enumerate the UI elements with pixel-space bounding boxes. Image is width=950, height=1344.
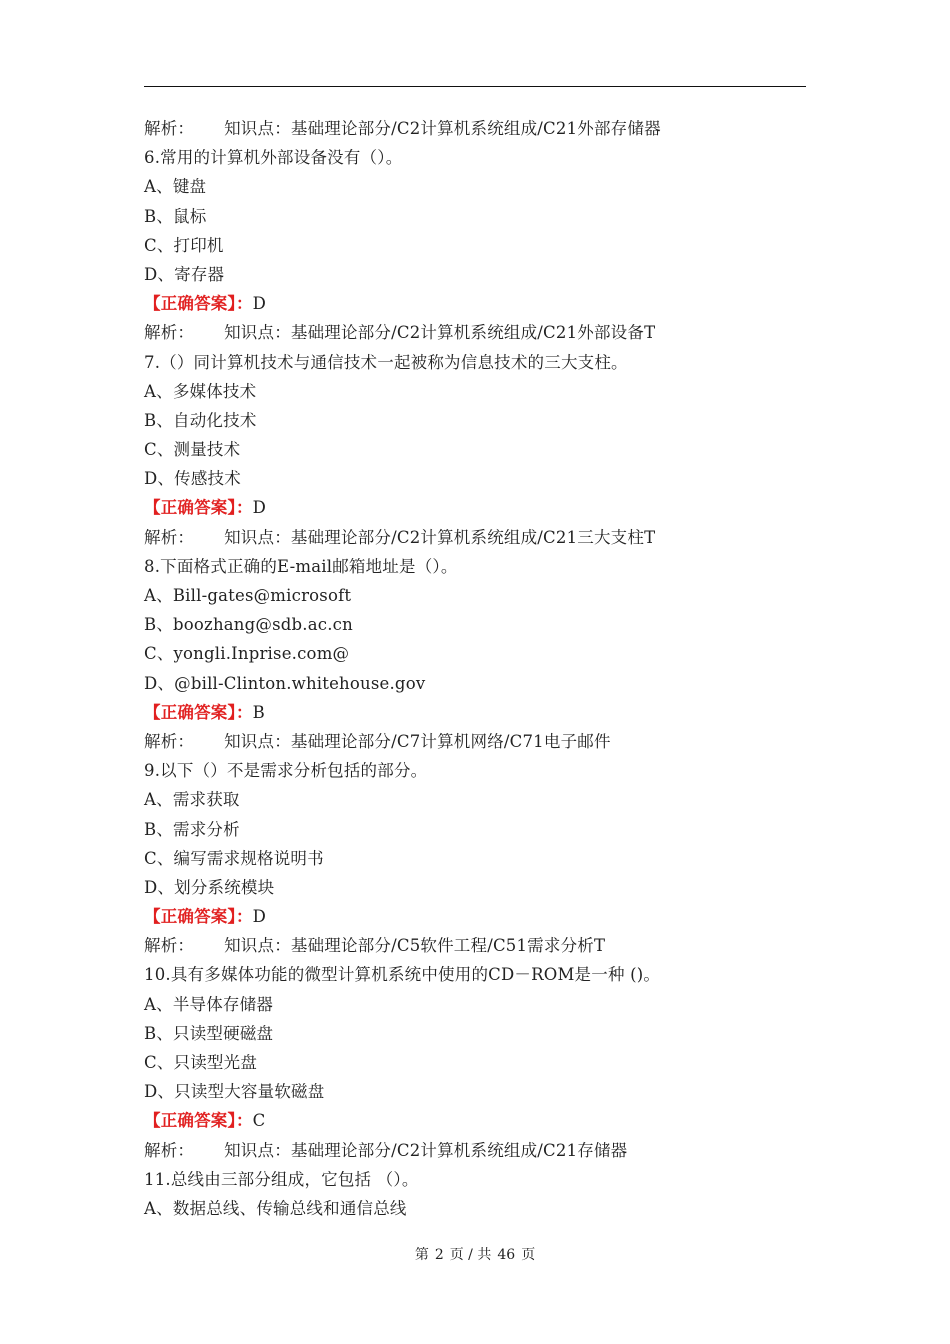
analysis-label: 解析：	[144, 527, 195, 547]
answer-label: 【正确答案】：	[144, 907, 253, 927]
option-c: C、测量技术	[144, 440, 241, 460]
question-stem: 6.常用的计算机外部设备没有（）。	[144, 148, 403, 168]
question-block	[144, 552, 814, 756]
analysis-line	[144, 727, 814, 756]
analysis-label: 解析：	[144, 936, 195, 956]
analysis-label: 解析：	[144, 1140, 195, 1160]
question-block	[144, 143, 814, 347]
analysis-text: 知识点：基础理论部分/C2计算机系统组成/C21存储器	[224, 1140, 628, 1160]
option-a: A、Bill-gates@microsoft	[144, 586, 352, 605]
option-b: B、需求分析	[144, 819, 240, 839]
option-c: C、yongli.Inprise.com@	[144, 644, 350, 664]
answer-line	[144, 698, 814, 727]
answer-label: 【正确答案】：	[144, 702, 253, 722]
answer-line	[144, 1106, 814, 1135]
answer-line	[144, 289, 814, 318]
question-stem: 7.（）同计算机技术与通信技术一起被称为信息技术的三大支柱。	[144, 352, 628, 372]
analysis-line	[144, 931, 814, 960]
option-b: B、自动化技术	[144, 410, 257, 430]
answer-value: B	[252, 702, 265, 722]
page-footer	[0, 1244, 950, 1264]
answer-line	[144, 493, 814, 522]
analysis-line	[144, 1136, 814, 1165]
option-d: D、传感技术	[144, 469, 241, 489]
analysis-line	[144, 523, 814, 552]
option-a: A、需求获取	[144, 790, 240, 810]
option-a: A、数据总线、传输总线和通信总线	[144, 1198, 407, 1218]
analysis-line	[144, 318, 814, 347]
analysis-label: 解析：	[144, 323, 195, 343]
footer-mid: 页 / 共	[449, 1247, 492, 1263]
analysis-text: 知识点：基础理论部分/C2计算机系统组成/C21外部设备T	[224, 323, 656, 343]
answer-value: D	[252, 498, 267, 518]
option-d: D、划分系统模块	[144, 877, 275, 897]
option-c: C、打印机	[144, 235, 224, 255]
question-stem: 9.以下（）不是需求分析包括的部分。	[144, 761, 428, 781]
analysis-text: 知识点：基础理论部分/C7计算机网络/C71电子邮件	[224, 731, 611, 751]
question-block	[144, 960, 814, 1164]
footer-prefix: 第	[414, 1247, 429, 1263]
option-d: D、寄存器	[144, 264, 225, 284]
footer-total-pages: 46	[497, 1247, 516, 1263]
footer-suffix: 页	[521, 1247, 536, 1263]
top-analysis-line	[144, 114, 814, 143]
question-stem: 10.具有多媒体功能的微型计算机系统中使用的CD－ROM是一种 ()。	[144, 965, 661, 985]
answer-line	[144, 902, 814, 931]
analysis-text: 知识点：基础理论部分/C2计算机系统组成/C21外部存储器	[224, 119, 661, 138]
analysis-text: 知识点：基础理论部分/C5软件工程/C51需求分析T	[224, 936, 606, 956]
header-rule	[144, 86, 806, 87]
option-c: C、编写需求规格说明书	[144, 848, 324, 868]
analysis-label: 解析：	[144, 731, 195, 751]
option-c: C、只读型光盘	[144, 1053, 258, 1072]
option-a: A、半导体存储器	[144, 994, 274, 1014]
answer-label: 【正确答案】：	[144, 1111, 253, 1131]
answer-value: D	[252, 294, 267, 314]
option-d: D、只读型大容量软磁盘	[144, 1082, 325, 1102]
option-a: A、多媒体技术	[144, 381, 257, 401]
footer-page-number: 2	[434, 1247, 444, 1263]
question-stem: 8.下面格式正确的E-mail邮箱地址是（）。	[144, 556, 458, 576]
question-block	[144, 348, 814, 552]
answer-value: C	[252, 1111, 266, 1131]
answer-label: 【正确答案】：	[144, 294, 253, 314]
option-a: A、键盘	[144, 177, 207, 197]
option-d: D、@bill-Clinton.whitehouse.gov	[144, 673, 426, 693]
answer-label: 【正确答案】：	[144, 498, 253, 518]
answer-value: D	[252, 907, 267, 927]
document-body	[144, 114, 814, 1223]
analysis-text: 知识点：基础理论部分/C2计算机系统组成/C21三大支柱T	[224, 527, 656, 547]
question-block	[144, 756, 814, 960]
option-b: B、boozhang@sdb.ac.cn	[144, 615, 353, 635]
question-stem: 11.总线由三部分组成，它包括 （）。	[144, 1169, 419, 1189]
analysis-label: 解析：	[144, 119, 195, 138]
option-b: B、只读型硬磁盘	[144, 1023, 274, 1043]
question-block	[144, 1165, 814, 1223]
option-b: B、鼠标	[144, 206, 207, 226]
